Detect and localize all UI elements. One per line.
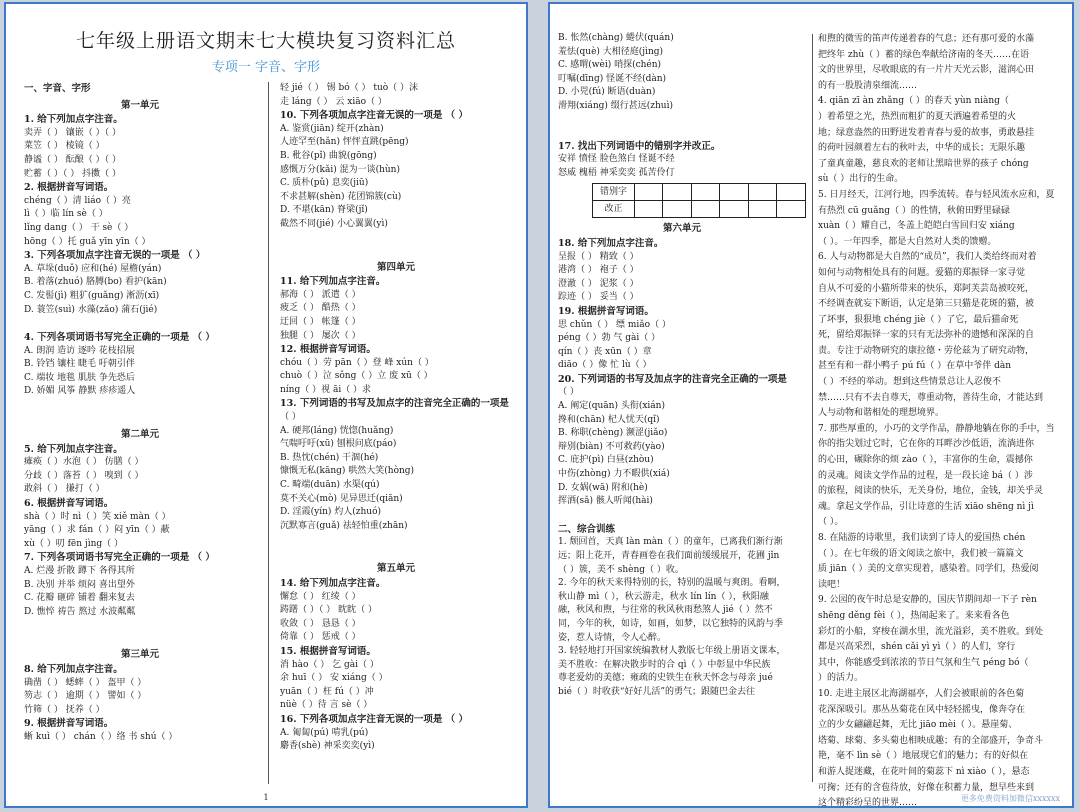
table-cell[interactable] — [777, 201, 806, 218]
table-cell[interactable] — [663, 184, 692, 201]
text-line: 消 hào（ ） 乞 gài（ ） — [280, 659, 379, 670]
text-line: C. 发髻(jì) 粗犷(guǎng) 淅沥(xī) — [24, 290, 160, 301]
text-line: C. 庇护(pì) 白昼(zhòu) — [558, 455, 654, 466]
text-line: 港湾（ ） 袍子（ ） — [558, 265, 639, 276]
text-line: D. 淫霞(yín) 灼人(zhuó) — [280, 507, 382, 518]
table-cell[interactable] — [748, 184, 777, 201]
spacer — [558, 114, 806, 140]
question-stem: 5. 给下列加点字注音。 — [24, 443, 123, 455]
text-line: A. 草垛(duǒ) 应和(hé) 屋檐(yán) — [24, 263, 162, 274]
text-line: D. 憔悴 祷告 熬过 水波粼粼 — [24, 606, 136, 617]
text-line: 姿，惹人诗情，令人心醉。 — [558, 632, 667, 643]
table-cell[interactable] — [663, 201, 692, 218]
text-line: 敢斜（ ） 搛打（ ） — [24, 484, 105, 495]
text-line: （ ）。一年四季，都是大自然对人类的馈赠。 — [818, 236, 997, 247]
text-line: C. 畸端(duān) 水渠(qú) — [280, 480, 380, 491]
question-stem: 17. 找出下列词语中的错别字并改正。 — [558, 140, 721, 152]
left-page — [4, 2, 528, 808]
text-line: 确凿（ ） 蟋蟀（ ） 盔甲（ ） — [24, 677, 147, 688]
text-line: 莫不关心(mò) 见异思迁(qiān) — [280, 493, 403, 504]
text-line: 人与动物和谐相处的理想境界。 — [818, 408, 945, 419]
text-line: D. 小兕(fú) 断语(duàn) — [558, 87, 656, 98]
text-line: 瘫痪（ ）水泡（ ） 仿膳（ ） — [24, 457, 144, 468]
text-line: 同，今年的秋，如诗，如画，如梦，以它独特的风韵与季 — [558, 618, 784, 629]
text-line: C. 花瓣 砸碎 铺着 翻来复去 — [24, 593, 135, 604]
text-line: 2. 今年的秋天来得特别的长，特别的温暖与爽朗。看啊， — [558, 578, 786, 589]
text-line: A. 阐定(quān) 头衔(xián) — [558, 401, 665, 412]
text-line: 倚靠（ ） 惩戒（ ） — [280, 632, 361, 643]
text-line: 这个精彩纷呈的世界…… — [818, 798, 918, 809]
text-line: 你的指尖划过它时，它在你的耳畔沙沙低语，流淌进你 — [818, 439, 1035, 450]
spacer — [558, 509, 806, 523]
text-line: 安祥 憤怪 脸色煞白 怪诞不经 — [558, 154, 675, 165]
text-line: 迂回（ ） 帐篷（ ） — [280, 316, 361, 327]
table-cell[interactable] — [777, 184, 806, 201]
text-line: 的有一股股清泉细流…… — [818, 80, 918, 91]
text-line: shà（ ）时 nì（ ）笑 xiě màn（ ） — [24, 511, 171, 522]
text-line: ）的活力。 — [818, 673, 864, 684]
text-line: （ ）簇，美不 shèng（ ）收。 — [558, 564, 684, 575]
text-line: B. 称职(chèng) 濒涩(jiǎo) — [558, 428, 668, 439]
text-line: 都是兴高采烈，shén cǎi yì yì（ ）的人们，穿行 — [818, 642, 1016, 653]
text-line: 不求甚解(shèn) 花团锦簇(cù) — [280, 191, 402, 202]
unit-heading: 第六单元 — [662, 223, 701, 235]
text-line: C. 端妆 地毯 肌肤 争先恐后 — [24, 372, 135, 383]
text-line: （ ） — [280, 412, 301, 423]
text-line: 感慨万分(kǎi) 混为一谈(hùn) — [280, 164, 400, 175]
text-line: 文的世界里，尽收眼底的有一片片天光云影，滋润心田 — [818, 65, 1035, 76]
question-stem: 20. 下列词语的书写及加点字的注音完全正确的一项是 — [558, 373, 787, 385]
text-line: 踪迹（ ） 妥当（ ） — [558, 292, 639, 303]
text-line: 的旅程，阅读的快乐，无关身份，地位，金钱，却关乎灵 — [818, 486, 1044, 497]
text-line: 麝香(shè) 神采奕奕(yì) — [280, 741, 375, 752]
text-line: lì（ ）临 lín sè（ ） — [24, 209, 108, 220]
text-line: 滑翔(xiáng) 缀行甚远(zhuì) — [558, 100, 673, 111]
text-line: nüè（ ）待 言 sè（ ） — [280, 700, 373, 711]
page-number: 1 — [263, 793, 269, 802]
text-line: 笏志（ ） 逾期（ ） 譬如（ ） — [24, 691, 147, 702]
right-column-1 — [558, 32, 806, 792]
unit-heading: 第二单元 — [120, 429, 159, 441]
text-line: A. 烂漫 折散 蹲下 各得其所 — [24, 566, 135, 576]
question-stem: 19. 根据拼音写词语。 — [558, 305, 654, 317]
text-line: C. 感喟(wèi) 哨探(chén) — [558, 60, 662, 71]
spacer — [24, 399, 256, 425]
text-line: 菜笠（ ） 棱镜（ ） — [24, 141, 105, 152]
text-line: shēng děng fèi（ ），热闹起来了。来来看各色 — [818, 610, 1010, 621]
question-stem: 7. 下列各项词语书写完全正确的一项是 （ ） — [24, 552, 215, 564]
table-row — [593, 201, 806, 218]
text-line: 地；绿意盎然的田野迸发着青春与爱的故事，勇敢悬挂 — [818, 127, 1035, 138]
text-line: 7. 那些厚重的，小巧的文学作品，静静地躺在你的手中，当 — [818, 423, 1055, 434]
text-line: sù（ ）出行的生命。 — [818, 174, 904, 185]
text-line: 1. 颓回首，天真 làn màn（ ）的童年，已离我们渐行渐 — [558, 537, 783, 548]
text-line: 融，秋风和煦，与往常的秋风秋雨愁煞人 jié（ ）然不 — [558, 605, 773, 616]
text-line: 蜥 kuì（ ） chán（ ）络 书 shú（ ） — [24, 731, 178, 742]
text-line: 彩灯的小船，穿梭在湖水里，流光溢彩，美不胜收。到处 — [818, 626, 1044, 637]
spacer — [280, 232, 512, 258]
text-line: B. 着落(zhuó) 胳膊(bo) 看护(kān) — [24, 277, 167, 288]
text-line: 叮嘱(dīng) 怪诞不经(dàn) — [558, 73, 667, 84]
question-stem: 10. 下列各项加点字注音无误的一项是 （ ） — [280, 110, 468, 122]
text-line: D. 不堪(kān) 脊梁(jǐ) — [280, 205, 368, 216]
text-line: 远；阳上花开，青春画卷在我们面前缓缓展开，花圃 jǐn — [558, 551, 780, 561]
text-line: 艳，毫不 lìn sè（ ）地展现它们的魅力；有的好似在 — [818, 751, 1029, 762]
table-cell[interactable] — [634, 201, 663, 218]
left-column-2 — [280, 82, 512, 792]
question-stem: 6. 根据拼音写词语。 — [24, 498, 114, 510]
text-line: 3. 轻轻地打开国家统编教材人教版七年级上册语文课本， — [558, 646, 786, 657]
table-cell[interactable] — [748, 201, 777, 218]
text-line: 有热烈 cū guǎng（ ）的性情，秋俯田野里碌碌 — [818, 205, 1010, 216]
text-line: 5. 日月经天，江河行地，四季流转。春与轻风流水应和，夏 — [818, 189, 1055, 200]
text-line: 挥洒(sǎ) 骸人听闻(hài) — [558, 496, 653, 507]
text-line: （ ） — [558, 387, 579, 398]
table-row-label: 错别字 — [593, 184, 635, 201]
spacer — [280, 533, 512, 559]
text-line: 尊老爱幼的美德；雍疏的史铁生在秋天怀念与母亲 jué — [558, 673, 773, 684]
text-line: hōng（ ）托 guǎ yīn yīn（ ） — [24, 236, 151, 247]
text-line: 6. 人与动物都是大自然的“成员”，我们人类给终而对着 — [818, 252, 1037, 263]
question-stem: 11. 给下列加点字注音。 — [280, 276, 386, 288]
text-line: A. 硬邦(láng) 恍惚(huǎng) — [280, 425, 394, 436]
text-line: 不经调查就妄下断语，认定是第三只猫是花斑的猫，被 — [818, 299, 1035, 310]
text-line: 截然不同(jié) 小心翼翼(yì) — [280, 218, 388, 229]
text-line: 思 chǔn（ ） 缥 miǎo（ ） — [558, 319, 671, 330]
text-line: （ ）不经的举动。想到这些情景总让人忍俊不 — [818, 377, 1001, 388]
text-line: 立的少女翩翩起舞，无比 jiāo mèi（ ）。悬崖菊、 — [818, 720, 1018, 731]
question-stem: 2. 根据拼音写词语。 — [24, 182, 114, 194]
text-line: 贮蓄（ ）（ ） 抖擞（ ） — [24, 168, 121, 179]
table-row-label: 改正 — [593, 201, 635, 218]
question-stem: 15. 根据拼音写词语。 — [280, 645, 376, 657]
text-line: 自从不可爱的小猫所带来的快乐，郑阿芙芸岛被咬死， — [818, 283, 1035, 294]
text-line: péng（ ）勃 气 gài（ ） — [558, 333, 661, 344]
text-line: 了坏事，狠狠地 chéng jiè（ ）了它，最后猫命死 — [818, 314, 1019, 325]
question-stem: 12. 根据拼音写词语。 — [280, 344, 376, 356]
text-line: diāo（ ）像 忙 lù（ ） — [558, 360, 652, 371]
text-line: A. 鉴赏(jiān) 绽开(zhàn) — [280, 123, 384, 134]
page-subtitle: 专项一 字音、字形 — [211, 60, 321, 75]
text-line: 甚至有和一群小鸭子 pú fú（ ）在草中爷伴 dàn — [818, 361, 1012, 372]
text-line: C. 质朴(pǔ) 息奕(jiū) — [280, 178, 369, 189]
text-line: A. 匍匐(pú) 啃乳(pú) — [280, 727, 369, 738]
text-line: 沉默寡言(guǎ) 祛轻怕重(zhān) — [280, 520, 408, 531]
spacer — [24, 317, 256, 331]
text-line: 的灵魂。阅读文学作品的过程，是一段长途 bá（ ）涉 — [818, 470, 1033, 481]
question-stem: 14. 给下列加点字注音。 — [280, 578, 386, 589]
text-line: 和煦的微雪的笛声传递着春的气息；还有那可爱的水藻 — [818, 34, 1035, 44]
text-line: 秋山静 mì（ ），秋云游走，秋水 lín lín（ ），秋阳融 — [558, 591, 769, 602]
text-line: 轻 jié（ ） 锡 bó（ ） tuò（ ）沫 — [280, 83, 419, 93]
text-line: 分歧（ ）落苔（ ） 嗅到（ ） — [24, 470, 144, 481]
text-line: chuò（ ）泣 sǒng（ ）立 废 xū（ ） — [280, 371, 433, 382]
text-line: 的心田，碾除你的烦 zào（ ），丰富你的生命，震撼你 — [818, 455, 1033, 466]
text-line: 走 láng（ ） 云 xiāo（ ） — [280, 96, 387, 107]
watermark: 更多免费资料加微信xxxxxx — [960, 794, 1060, 803]
text-line: 责。专注于动物研究的康拉德・劳伦兹为了研究动物， — [818, 345, 1035, 356]
text-line: 余 huī（ ） 安 xiáng（ ） — [280, 673, 388, 684]
right-page — [548, 2, 1074, 808]
question-stem: 13. 下列词语的书写及加点字的注音完全正确的一项是 — [280, 398, 509, 410]
section-heading: 一、字音、字形 — [24, 83, 91, 94]
text-line: 收敛（ ） 恳恳（ ） — [280, 618, 361, 629]
text-line: D. 蓑笠(suì) 水藻(zǎo) 蒲石(jié) — [24, 304, 158, 315]
column-divider — [268, 82, 269, 784]
text-line: 可掬；还有的含苞待放，好像在积蓄力量，想早些来到 — [818, 782, 1035, 793]
text-line: A. 朗润 造访 逐吟 花枝招展 — [24, 345, 135, 356]
text-line: 羞怯(què) 大相径庭(jìng) — [558, 46, 664, 57]
text-line: 静谧（ ） 酝酿（ ）（ ） — [24, 154, 121, 165]
text-line: 其中，你能感受到浓浓的节日气氛和生气 péng bó（ — [818, 657, 1029, 668]
text-line: 懈怠（ ） 红绫（ ） — [280, 591, 361, 602]
text-line: 的荷叶园颜着左右的秋叶去，中华的成长；无限乐趣 — [818, 143, 1026, 154]
text-line: 如何与动物相处具有的问题。爱猫的郑振铎一家寻觉 — [818, 267, 1026, 278]
text-line: qín（ ）丧 xūn（ ）章 — [558, 346, 652, 357]
text-line: 和游人捉迷藏，在花叶间的菊蕊下 nì xiào（ ），悬态 — [818, 766, 1030, 777]
text-line: B. 怅然(chàng) 蜷伏(quán) — [558, 33, 674, 43]
text-line: B. 秕谷(pǐ) 曲貌(gōng) — [280, 150, 377, 161]
text-line: bié（ ）时收获“好好儿活”的勇气；跟随巴金去往 — [558, 686, 756, 697]
text-line: xù（ ）叨 fēn jìng（ ） — [24, 538, 123, 549]
text-line: 质 jiān（ ）美的文章实现着，感染着。同学们，热爱阅 — [818, 564, 1039, 575]
text-line: 竹筛（ ） 抚养（ ） — [24, 704, 105, 715]
text-line: 9. 公园的夜午时总是安静的，国庆节期间却一下子 rèn — [818, 595, 1037, 606]
text-line: B. 决别 并举 烦闷 喜出望外 — [24, 579, 135, 590]
text-line: 了童真童趣，慈良欢的老师让黑暗世界的孩子 chóng — [818, 158, 1029, 169]
correction-table — [592, 183, 806, 218]
text-line: 辩别(biàn) 不可救药(yào) — [558, 441, 665, 452]
table-cell[interactable] — [691, 184, 720, 201]
text-line: lǐng dang（ ） 干 sè（ ） — [24, 222, 134, 233]
text-line: （ ）。 — [818, 517, 844, 528]
text-line: 魂。拿起文学作品，引让诗意的生活 xiāo shēng nì jì — [818, 501, 1034, 512]
page-title: 七年级上册语文期末七大模块复习资料汇总 — [75, 30, 456, 52]
text-line: 中伤(zhòng) 力不暇供(xiá) — [558, 469, 670, 480]
text-line: 搀和(chān) 杞人忧天(qǐ) — [558, 414, 660, 425]
text-line: B. 铃铛 镶柱 睫毛 吁朝引伴 — [24, 359, 135, 370]
text-line: 卖弄（ ） 镶嵌（ ）（ ） — [24, 127, 121, 138]
text-line: chéng（ ）清 liáo（ ）亮 — [24, 195, 131, 206]
text-line: 人迹罕至(hǎn) 怦怦直跳(pēng) — [280, 137, 409, 148]
text-line: 气喘吁吁(xū) 刨根问底(páo) — [280, 439, 397, 450]
spacer — [24, 619, 256, 645]
text-line: 4. qiān zī àn zhǎng（ ）的春天 yùn niàng（ — [818, 96, 1009, 107]
text-line: yāng（ ）求 fán（ ）闷 yīn（ ）蔽 — [24, 525, 170, 536]
text-line: 花深深吸引。那丛丛菊花在风中轻轻摇曳，像奔夺在 — [818, 704, 1026, 715]
text-line: 疲乏（ ） 酷热（ ） — [280, 303, 361, 314]
text-line: 10. 走进主展区北海湖福亭，人们会被眼前的各色菊 — [818, 688, 1025, 699]
table-cell[interactable] — [691, 201, 720, 218]
text-line: xuàn（ ）耀自己，冬盖上皑皑白雪回归安 xiáng — [818, 221, 1015, 232]
unit-heading: 第五单元 — [376, 563, 415, 575]
text-line: 塔菊、球菊、多头菊也相映成趣；有的全部盛开，争奇斗 — [818, 735, 1044, 746]
question-stem: 18. 给下列加点字注音。 — [558, 237, 664, 249]
text-line: 把终年 zhù（ ）蓄的绿色奉献给济南的冬天……在语 — [818, 49, 1030, 60]
text-line: 禁……只有不去自尊天，尊重动物，善待生命，才能达到 — [818, 392, 1044, 403]
question-stem: 16. 下列各项加点字注音无误的一项是 （ ） — [280, 713, 468, 725]
question-stem: 8. 给下列加点字注音。 — [24, 663, 123, 675]
text-line: 澄澈（ ） 泥浆（ ） — [558, 278, 639, 289]
table-cell[interactable] — [720, 201, 749, 218]
text-line: yuān（ ）枉 fú（ ）冲 — [280, 686, 374, 697]
question-stem: 4. 下列各项词语书写完全正确的一项是 （ ） — [24, 332, 215, 344]
text-line: D. 娇媚 风筝 静默 疹疹遥人 — [24, 386, 136, 397]
text-line: chóu（ ）劳 pān（ ）登 峰 xún（ ） — [280, 357, 434, 368]
unit-heading: 第四单元 — [376, 261, 415, 273]
text-line: 独腿（ ） 屡次（ ） — [280, 330, 361, 341]
text-line: ）着希望之光，热烈而粗犷的夏天洒遍着希望的火 — [818, 111, 1017, 122]
question-stem: 9. 根据拼音写词语。 — [24, 718, 114, 730]
column-divider — [812, 34, 813, 782]
text-line: 踌躇（ ）（ ） 眈眈（ ） — [280, 605, 377, 616]
text-line: 怒威 槐梧 神采奕奕 孤苦伶仃 — [558, 167, 675, 178]
unit-heading: 第一单元 — [120, 99, 159, 111]
section-heading: 二、综合训练 — [558, 523, 616, 535]
table-row — [593, 184, 806, 201]
text-line: 慷慨无私(kāng) 哄然大笑(hòng) — [280, 466, 415, 477]
question-stem: 3. 下列各项加点字注音无误的一项是 （ ） — [24, 250, 206, 262]
text-line: 呈报（ ） 精致（ ） — [558, 251, 639, 262]
question-stem: 1. 给下列加点字注音。 — [24, 114, 123, 126]
text-line: 死，留给郑振铎一家的只有无法弥补的遗憾和深深的自 — [818, 330, 1035, 341]
table-cell[interactable] — [634, 184, 663, 201]
text-line: 美不胜收：在解决散步时的合 qì（ ）中彰显中华民族 — [558, 659, 771, 670]
text-line: 8. 在陆游的诗歌里，我们读到了诗人的爱国热 chén — [818, 533, 1026, 543]
text-line: 郝海（ ） 派遣（ ） — [280, 289, 361, 300]
left-column-1 — [24, 82, 256, 792]
text-line: níng（ ）视 āi（ ）求 — [280, 384, 372, 395]
text-line: 读吧！ — [818, 579, 846, 590]
unit-heading: 第三单元 — [120, 649, 159, 661]
text-line: B. 热忱(chén) 干涸(hé) — [280, 452, 379, 463]
text-line: （ ）。在七年级的语文阅读之旅中，我们被一篇篇文 — [818, 548, 1024, 559]
text-line: D. 女娲(wā) 附和(hè) — [558, 482, 648, 493]
table-cell[interactable] — [720, 184, 749, 201]
